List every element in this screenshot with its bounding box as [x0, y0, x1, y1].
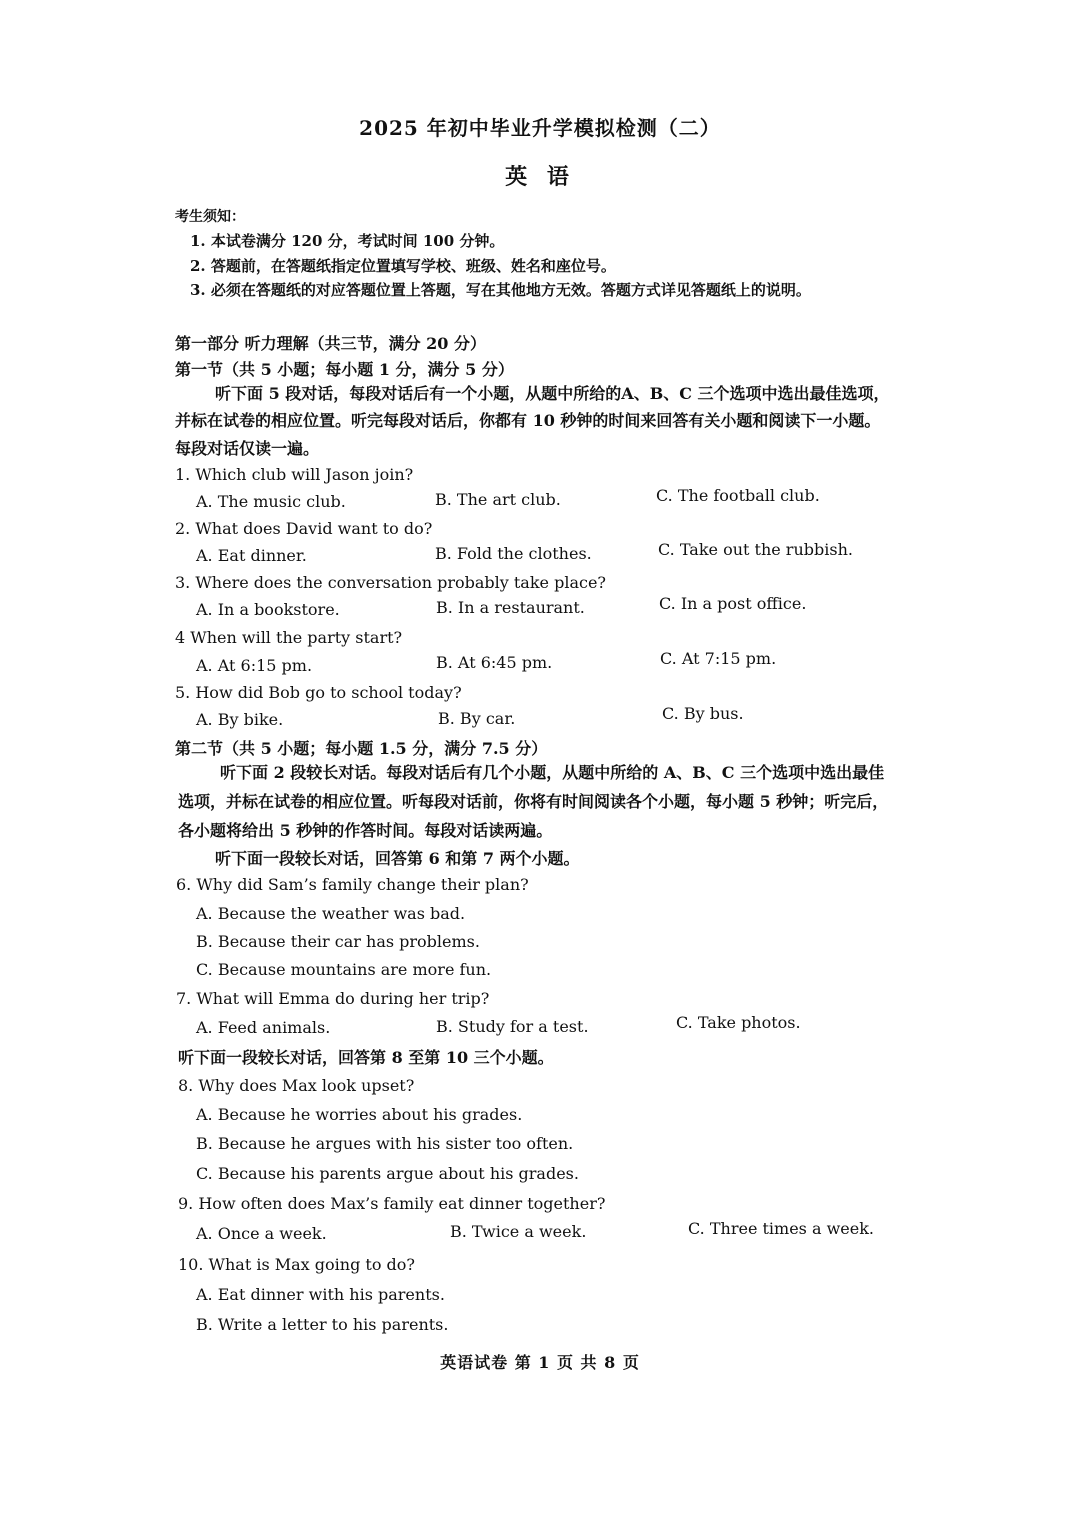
section1-instruction: 听下面 5 段对话，每段对话后有一个小题，从题中所给的A、B、C 三个选项中选出最佳选项，: [215, 384, 890, 403]
notice-item: 3. 必须在答题纸的对应答题位置上答题，写在其他地方无效。答题方式详见答题纸上的说明。: [190, 281, 811, 299]
option-c: C. At 7:15 pm.: [660, 649, 777, 668]
option-c: C. Because mountains are more fun.: [196, 960, 492, 979]
dialog-note: 听下面一段较长对话，回答第 6 和第 7 两个小题。: [215, 849, 580, 868]
option-c: C. By bus.: [662, 704, 744, 723]
question-stem: 9. How often does Max’s family eat dinner together?: [178, 1194, 606, 1213]
option-c: C. Three times a week.: [688, 1219, 875, 1238]
page-footer: 英语试卷 第 1 页 共 8 页: [440, 1353, 640, 1372]
section2-instruction: 听下面 2 段较长对话。每段对话后有几个小题，从题中所给的 A、B、C 三个选项中选出最佳: [220, 763, 885, 782]
notice-heading: 考生须知：: [175, 209, 245, 225]
option-a: A. By bike.: [196, 710, 284, 729]
option-a: A. Eat dinner with his parents.: [196, 1285, 445, 1304]
option-a: A. At 6:15 pm.: [196, 656, 313, 675]
question-stem: 3. Where does the conversation probably take place?: [175, 573, 606, 592]
option-c: C. Take out the rubbish.: [658, 540, 853, 559]
option-a: A. In a bookstore.: [196, 600, 340, 619]
option-b: B. By car.: [438, 709, 516, 728]
option-b: B. Write a letter to his parents.: [196, 1315, 449, 1334]
question-stem: 1. Which club will Jason join?: [175, 465, 414, 484]
question-stem: 4 When will the party start?: [175, 628, 403, 647]
option-c: C. In a post office.: [659, 594, 807, 613]
question-stem: 5. How did Bob go to school today?: [175, 683, 462, 702]
option-b: B. Study for a test.: [436, 1017, 589, 1036]
section1-heading: 第一节（共 5 小题；每小题 1 分，满分 5 分）: [175, 360, 514, 379]
option-b: B. In a restaurant.: [436, 598, 585, 617]
question-stem: 7. What will Emma do during her trip?: [176, 989, 490, 1008]
option-b: B. Because he argues with his sister too often.: [196, 1134, 574, 1153]
option-c: C. Because his parents argue about his grades.: [196, 1164, 579, 1183]
option-b: B. Fold the clothes.: [435, 544, 592, 563]
section2-heading: 第二节（共 5 小题；每小题 1.5 分，满分 7.5 分）: [175, 739, 548, 758]
option-a: A. The music club.: [196, 492, 346, 511]
section2-instruction: 选项，并标在试卷的相应位置。听每段对话前，你将有时间阅读各个小题，每小题 5 秒钟；听完后，: [178, 792, 889, 811]
option-a: A. Because the weather was bad.: [196, 904, 466, 923]
option-a: A. Feed animals.: [196, 1018, 331, 1037]
option-b: B. Because their car has problems.: [196, 932, 480, 951]
dialog-note: 听下面一段较长对话，回答第 8 至第 10 三个小题。: [178, 1048, 554, 1067]
option-b: B. At 6:45 pm.: [436, 653, 553, 672]
subject-title: 英 语: [505, 164, 575, 190]
option-b: B. The art club.: [435, 490, 561, 509]
option-c: C. The football club.: [656, 486, 820, 505]
section1-instruction: 每段对话仅读一遍。: [175, 439, 320, 458]
exam-title: 2025 年初中毕业升学模拟检测（二）: [359, 116, 721, 140]
question-stem: 2. What does David want to do?: [175, 519, 433, 538]
section2-instruction: 各小题将给出 5 秒钟的作答时间。每段对话读两遍。: [178, 821, 553, 840]
notice-item: 1. 本试卷满分 120 分，考试时间 100 分钟。: [190, 232, 505, 250]
question-stem: 10. What is Max going to do?: [178, 1255, 416, 1274]
question-stem: 6. Why did Sam’s family change their plan?: [176, 875, 529, 894]
option-b: B. Twice a week.: [450, 1222, 587, 1241]
notice-item: 2. 答题前，在答题纸指定位置填写学校、班级、姓名和座位号。: [190, 257, 616, 275]
part1-heading: 第一部分 听力理解（共三节，满分 20 分）: [175, 334, 486, 353]
option-c: C. Take photos.: [676, 1013, 801, 1032]
option-a: A. Because he worries about his grades.: [196, 1105, 523, 1124]
option-a: A. Eat dinner.: [196, 546, 307, 565]
question-stem: 8. Why does Max look upset?: [178, 1076, 415, 1095]
section1-instruction: 并标在试卷的相应位置。听完每段对话后，你都有 10 秒钟的时间来回答有关小题和阅读下一小题。: [175, 411, 881, 430]
option-a: A. Once a week.: [196, 1224, 327, 1243]
